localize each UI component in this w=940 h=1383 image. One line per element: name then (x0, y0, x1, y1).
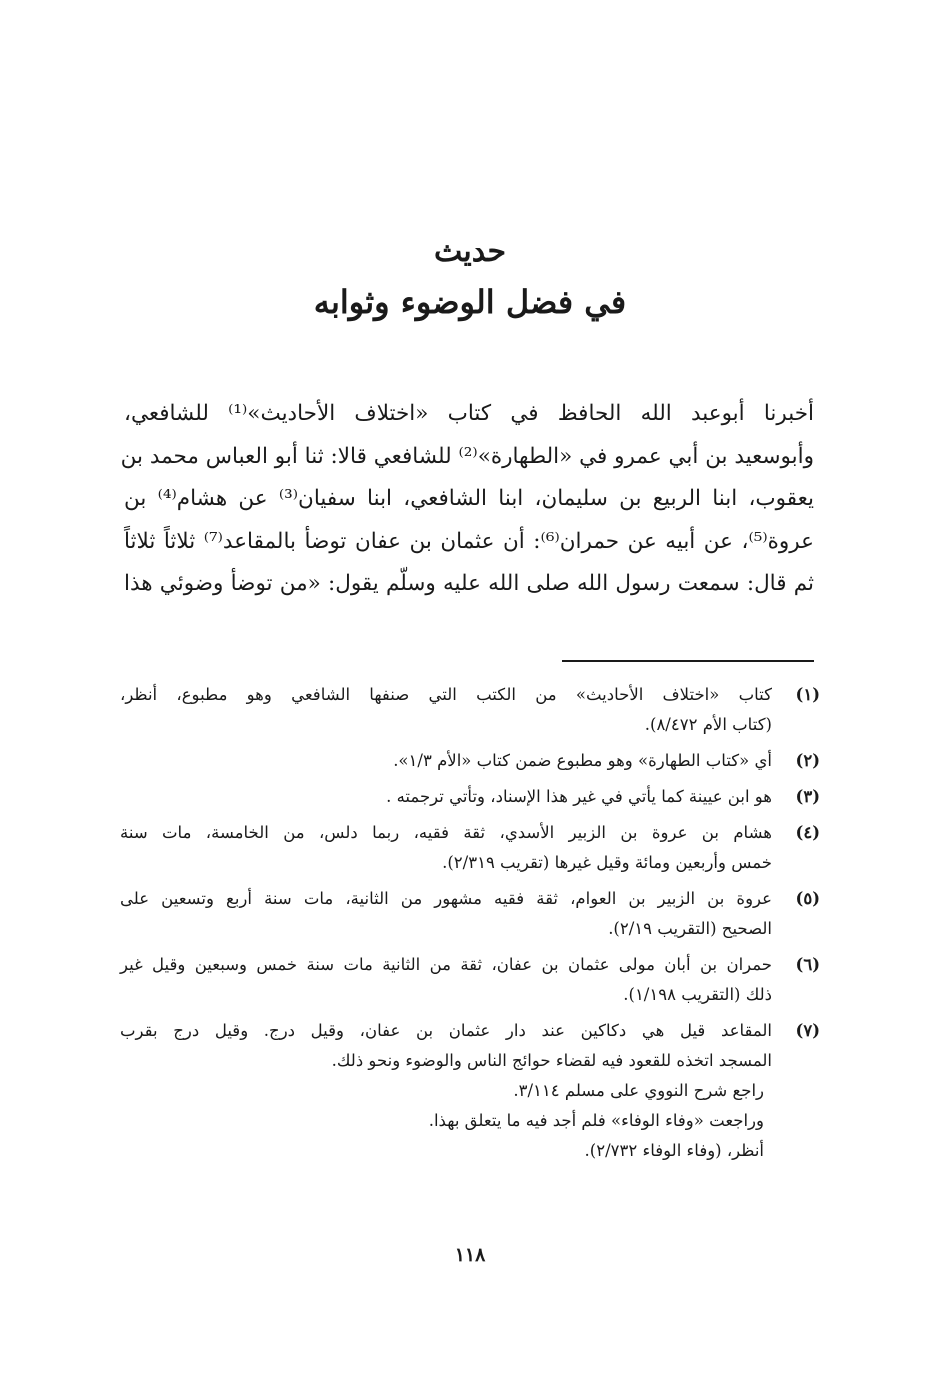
footnote-number: (٤) (795, 823, 820, 842)
heading-line-1: حديث (433, 234, 507, 269)
footnotes-section (120, 680, 820, 1172)
footnote-number: (١) (795, 685, 820, 704)
footnote-3 (120, 782, 820, 812)
footnote-reference-line: أنظر، (وفاء الوفاء ٢/٧٣٢). (584, 1141, 764, 1160)
footnote-7 (120, 1016, 820, 1166)
main-text-line: يعقوب، ابنا الربيع بن سليمان، ابنا الشافعي، ابنا سفيان⁽³⁾ عن هشام⁽⁴⁾ بن (124, 486, 814, 511)
footnote-text-line: هشام بن عروة بن الزبير الأسدي، ثقة فقيه، ربما دلس، من الخامسة، مات سنة (120, 823, 772, 842)
main-text-line: عروة⁽⁵⁾، عن أبيه عن حمران⁽⁶⁾: أن عثمان بن عفان توضأ بالمقاعد⁽⁷⁾ ثلاثاً ثلاثاً (124, 528, 814, 554)
footnote-number: (٢) (795, 751, 820, 770)
footnote-2 (120, 746, 820, 776)
footnote-1 (120, 680, 820, 740)
footnote-number: (٧) (795, 1021, 820, 1040)
footnote-text-line: المقاعد قيل هي دكاكين عند دار عثمان بن عفان، وقيل درج. وقيل درج بقرب (120, 1021, 772, 1040)
footnote-separator (562, 660, 814, 662)
footnote-number: (٥) (795, 889, 820, 908)
footnote-4 (120, 818, 820, 878)
footnote-text-line: ذلك (التقريب ١/١٩٨). (623, 985, 772, 1004)
footnote-number: (٦) (795, 955, 820, 974)
footnote-reference-line: وراجعت «وفاء الوفاء» فلم أجد فيه ما يتعلق بهذا. (428, 1111, 764, 1130)
footnote-text-line: هو ابن عيينة كما يأتي في غير هذا الإسناد، وتأتي ترجمته . (386, 787, 772, 806)
footnote-text-line: (كتاب الأم ٨/٤٧٢). (644, 715, 772, 734)
main-text-line: أخبرنا أبوعبد الله الحافظ في كتاب «اختلاف الأحاديث»⁽¹⁾ للشافعي، (124, 401, 814, 426)
main-text (120, 393, 814, 606)
main-text-line: ثم قال: سمعت رسول الله صلى الله عليه وسلّم يقول: «من توضأ وضوئي هذا (124, 571, 814, 596)
chapter-heading (0, 228, 940, 328)
page-number: ١١٨ (454, 1244, 486, 1266)
footnote-6 (120, 950, 820, 1010)
footnote-text-line: المسجد اتخذه للقعود فيه لقضاء حوائج الناس والوضوء ونحو ذلك. (331, 1051, 772, 1070)
footnote-text-line: كتاب «اختلاف الأحاديث» من الكتب التي صنفها الشافعي وهو مطبوع، أنظر، (120, 685, 772, 704)
footnote-text-line: الصحيح (التقريب ٢/١٩). (608, 919, 772, 938)
footnote-number: (٣) (795, 787, 820, 806)
heading-line-2: في فضل الوضوء وثوابه (313, 283, 627, 321)
footnote-text-line: خمس وأربعين ومائة وقيل غيرها (تقريب ٢/٣١٩). (442, 853, 772, 872)
footnote-text-line: أي «كتاب الطهارة» وهو مطبوع ضمن كتاب «الأم ١/٣». (393, 751, 772, 770)
footnote-5 (120, 884, 820, 944)
main-text-line: وأبوسعيد بن أبي عمرو في «الطهارة»⁽²⁾ للشافعي قالا: ثنا أبو العباس محمد بن (120, 443, 814, 469)
footnote-reference-line: راجع شرح النووي على مسلم ٣/١١٤. (513, 1081, 764, 1100)
footnote-text-line: عروة بن الزبير بن العوام، ثقة فقيه مشهور من الثانية، مات سنة أربع وتسعين على (120, 889, 772, 908)
footnote-text-line: حمران بن أبان مولى عثمان بن عفان، ثقة من الثانية مات سنة خمس وسبعين وقيل غير (120, 955, 772, 974)
